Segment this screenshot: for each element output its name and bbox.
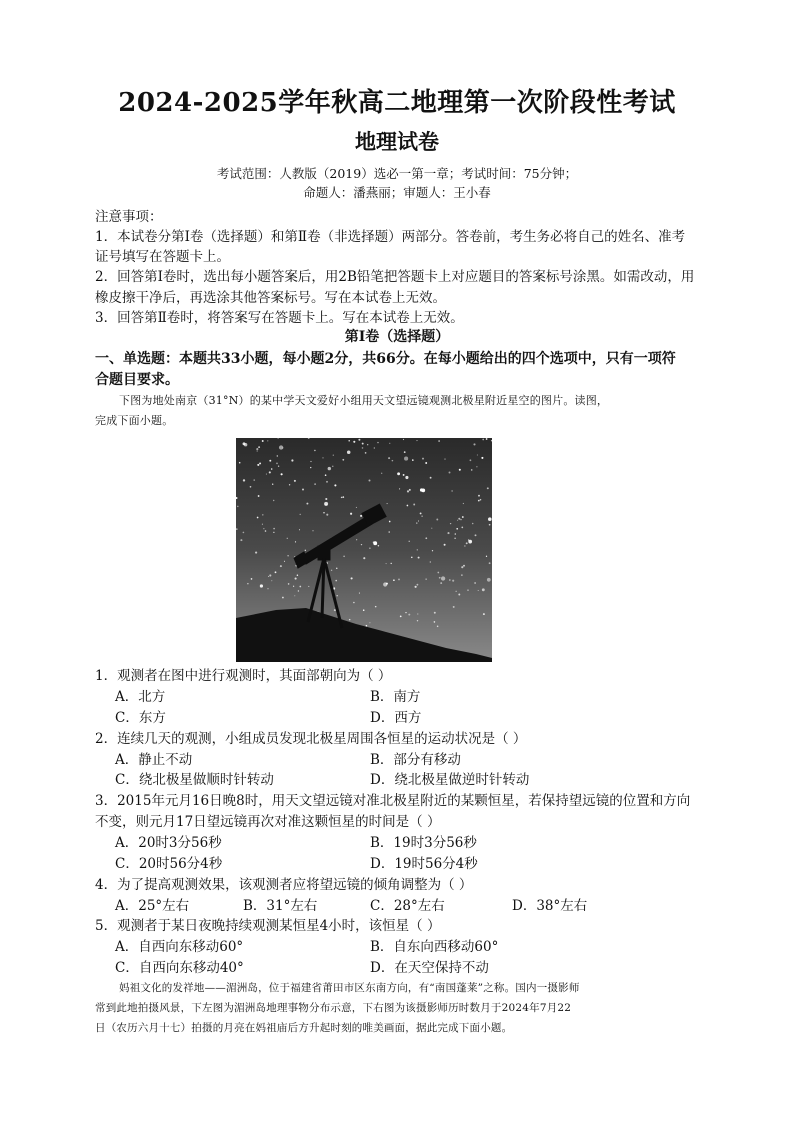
section-title: 第Ⅰ卷（选择题） — [344, 329, 450, 345]
q2-option-c: C．绕北极星做顺时针转动 — [115, 772, 274, 788]
question-2-stem: 2．连续几天的观测，小组成员发现北极星周围各恒星的运动状况是（ ） — [95, 731, 527, 747]
telescope-night-sky-photo — [236, 438, 492, 662]
passage-2-line-2: 常到此地拍摄风景，下左图为湄洲岛地理事物分布示意，下右图为该摄影师历时数月于2024年7月22 — [95, 1002, 572, 1014]
exam-title: 2024-2025学年秋高二地理第一次阶段性考试 — [118, 88, 676, 118]
question-5-stem: 5．观测者于某日夜晚持续观测某恒星4小时，该恒星（ ） — [95, 918, 441, 934]
q1-option-b: B．南方 — [370, 689, 421, 705]
notice-heading: 注意事项： — [95, 209, 163, 225]
notice-item-1: 1．本试卷分第Ⅰ卷（选择题）和第Ⅱ卷（非选择题）两部分。答卷前，考生务必将自己的姓名、准考 — [95, 229, 686, 245]
q2-option-b: B．部分有移动 — [370, 752, 461, 768]
q1-option-c: C．东方 — [115, 710, 166, 726]
q1-option-d: D．西方 — [370, 710, 422, 726]
exam-subtitle: 地理试卷 — [355, 129, 439, 154]
exam-authors: 命题人：潘燕丽；审题人：王小春 — [303, 185, 491, 200]
q4-option-a: A．25°左右 — [115, 898, 190, 914]
q3-option-a: A．20时3分56秒 — [115, 835, 222, 851]
question-4-stem: 4．为了提高观测效果，该观测者应将望远镜的倾角调整为（ ） — [95, 877, 473, 893]
question-intro: 下图为地处南京（31°N）的某中学天文爱好小组用天文望远镜观测北极星附近星空的图片。读图， — [119, 394, 609, 407]
q5-option-a: A．自西向东移动60° — [115, 939, 244, 955]
question-1-stem: 1．观测者在图中进行观测时，其面部朝向为（ ） — [95, 668, 392, 684]
question-3-stem-cont: 不变，则元月17日望远镜再次对准这颗恒星的时间是（ ） — [95, 814, 441, 830]
section-description-cont: 合题目要求。 — [95, 372, 179, 388]
q4-option-b: B．31°左右 — [243, 898, 318, 914]
passage-2-line-3: 日（农历六月十七）拍摄的月亮在妈祖庙后方升起时刻的唯美画面，据此完成下面小题。 — [95, 1022, 513, 1034]
passage-2-line-1: 妈祖文化的发祥地——湄洲岛，位于福建省莆田市区东南方向，有“南国蓬莱”之称。国内一摄影师 — [119, 982, 580, 994]
exam-scope: 考试范围：人教版（2019）选必一第一章；考试时间：75分钟； — [216, 166, 578, 181]
notice-item-2: 2．回答第Ⅰ卷时，选出每小题答案后，用2B铅笔把答题卡上对应题目的答案标号涂黑。如需改动，用 — [95, 269, 695, 285]
q5-option-b: B．自东向西移动60° — [370, 939, 499, 955]
q5-option-c: C．自西向东移动40° — [115, 960, 244, 976]
q2-option-d: D．绕北极星做逆时针转动 — [370, 772, 530, 788]
q5-option-d: D．在天空保持不动 — [370, 960, 489, 976]
q3-option-d: D．19时56分4秒 — [370, 856, 478, 872]
q3-option-b: B．19时3分56秒 — [370, 835, 477, 851]
question-3-stem: 3．2015年元月16日晚8时，用天文望远镜对准北极星附近的某颗恒星，若保持望远镜的位置和方向 — [95, 793, 691, 809]
question-intro-cont: 完成下面小题。 — [95, 414, 174, 427]
q3-option-c: C．20时56分4秒 — [115, 856, 223, 872]
q2-option-a: A．静止不动 — [115, 752, 193, 768]
notice-item-3: 3．回答第Ⅱ卷时，将答案写在答题卡上。写在本试卷上无效。 — [95, 310, 464, 326]
q4-option-d: D．38°左右 — [512, 898, 588, 914]
section-description: 一、单选题：本题共33小题，每小题2分，共66分。在每小题给出的四个选项中，只有一项符 — [95, 351, 676, 367]
q1-option-a: A．北方 — [115, 689, 166, 705]
notice-item-1-cont: 证号填写在答题卡上。 — [95, 249, 230, 265]
q4-option-c: C．28°左右 — [370, 898, 445, 914]
notice-item-2-cont: 橡皮擦干净后，再选涂其他答案标号。写在本试卷上无效。 — [95, 290, 446, 306]
